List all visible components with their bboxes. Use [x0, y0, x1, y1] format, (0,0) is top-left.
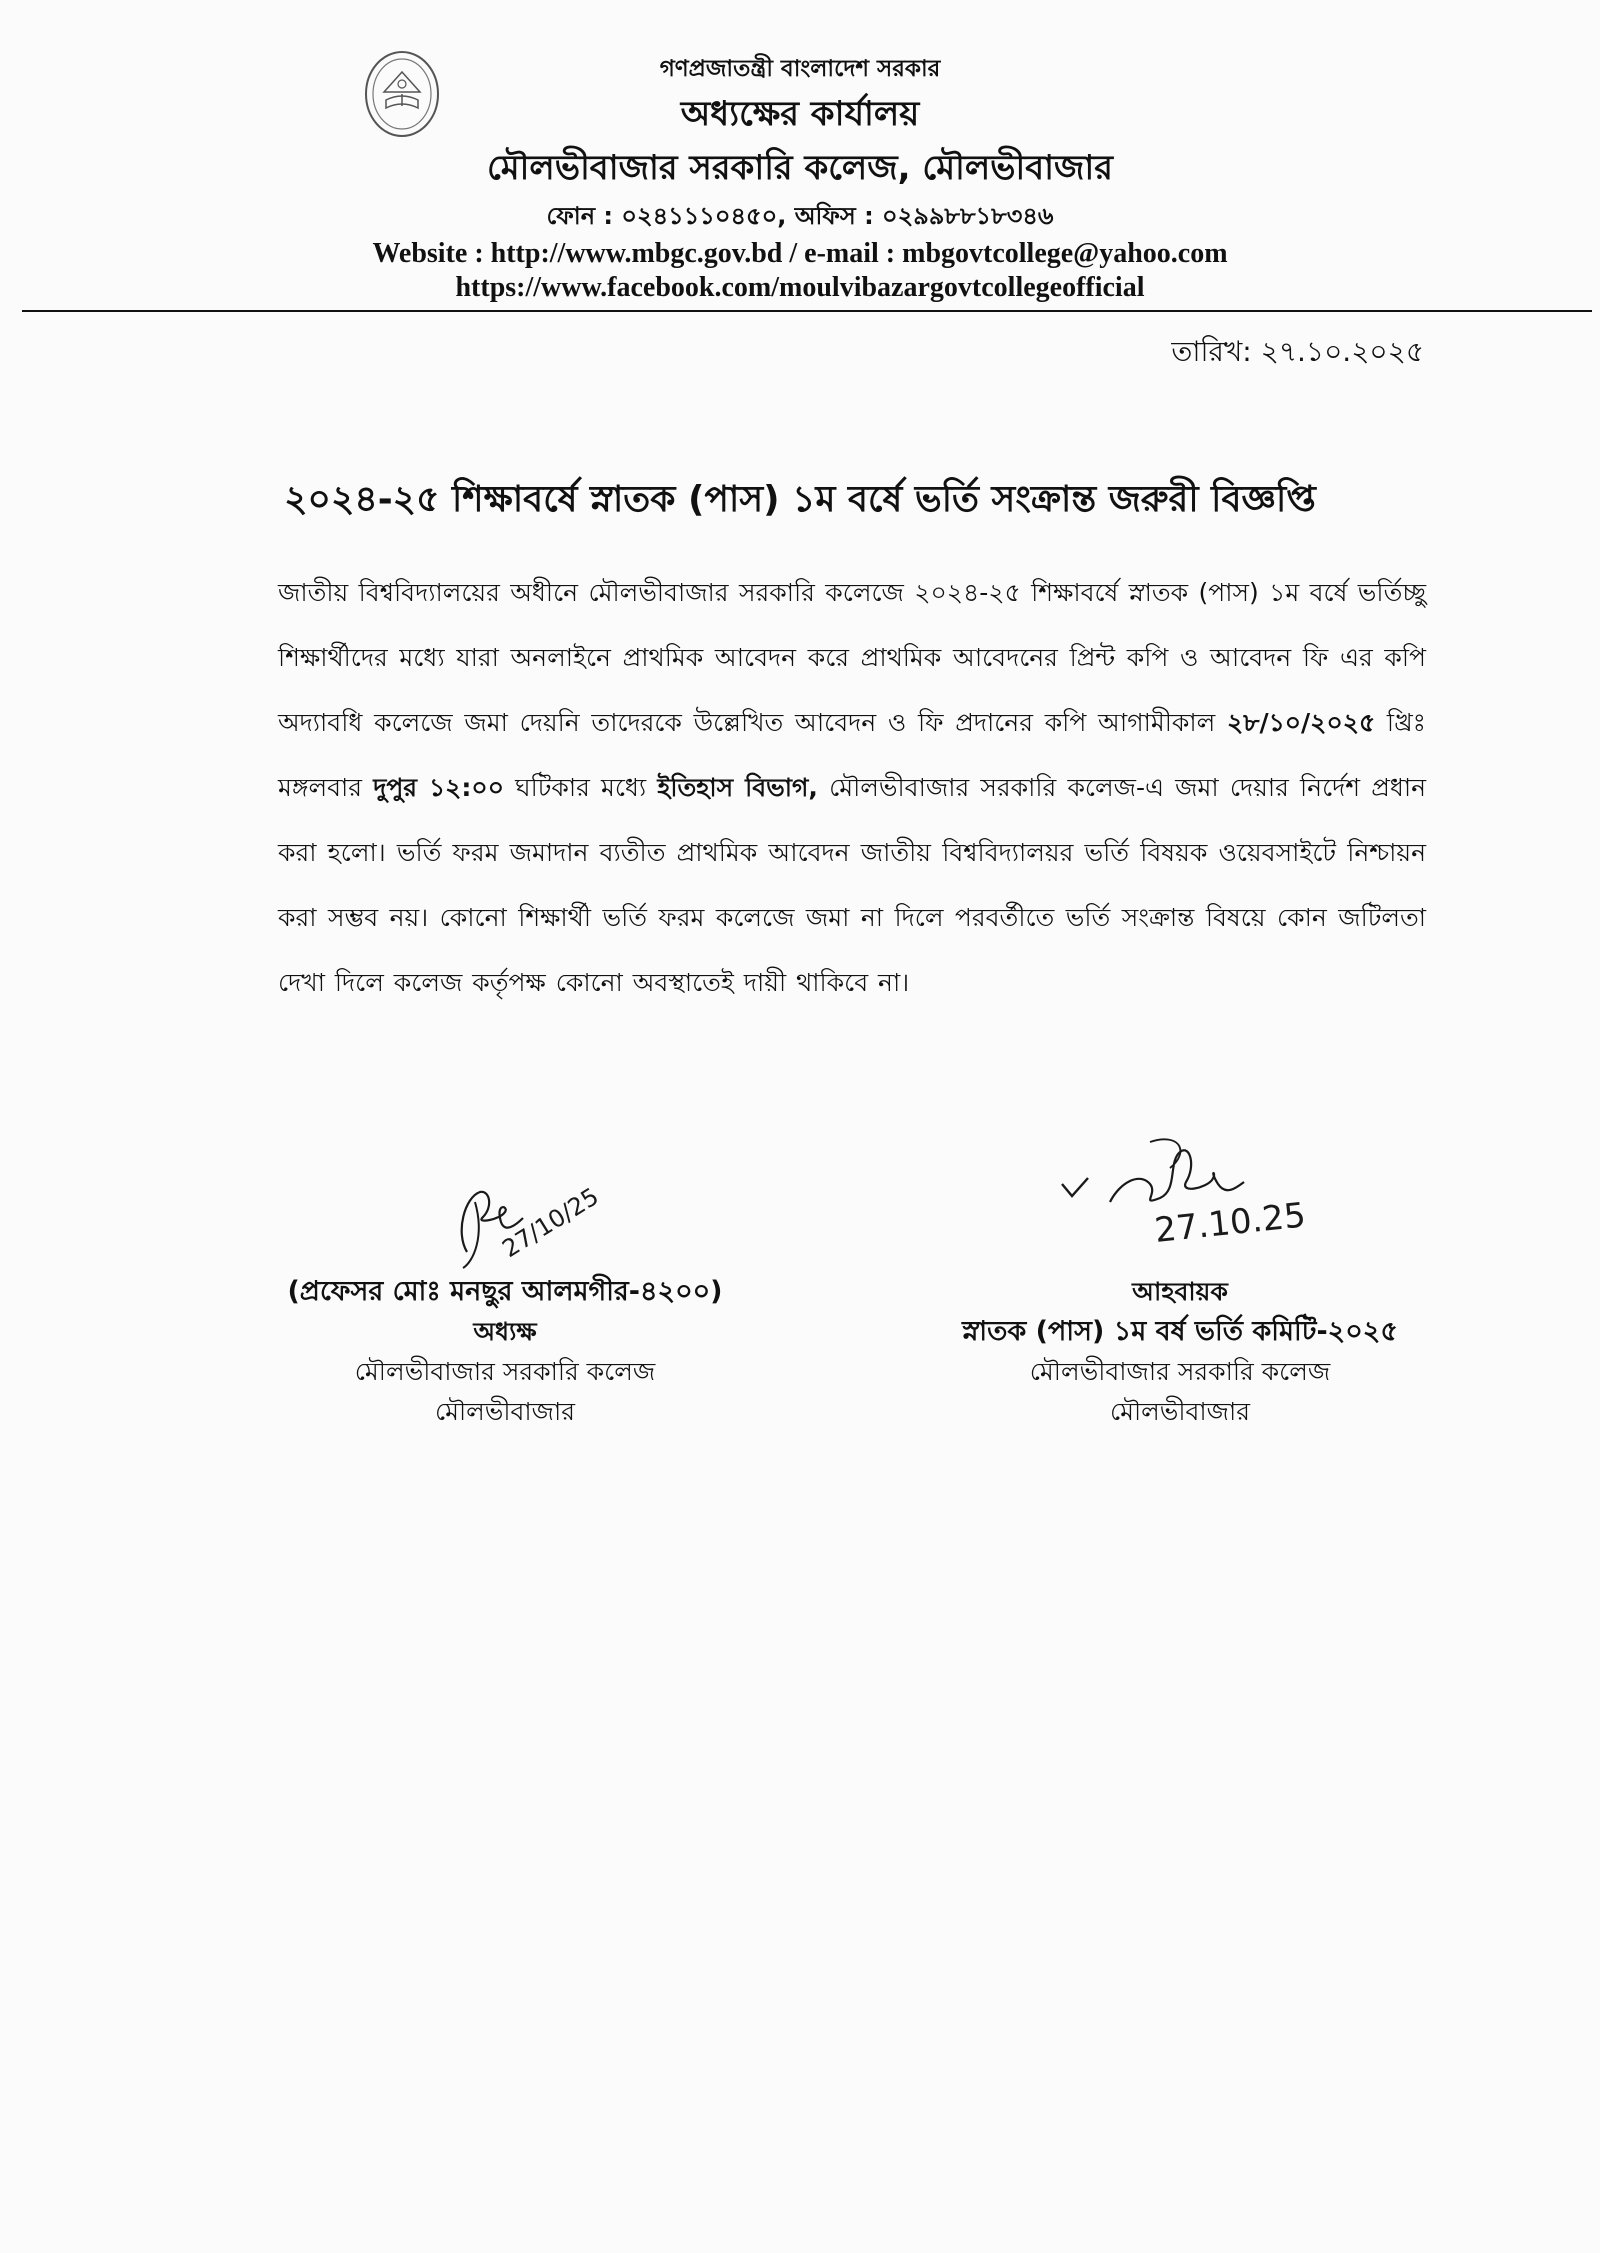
notice-body: [278, 560, 1426, 1015]
office-name: অধ্যক্ষের কার্যালয়: [680, 94, 920, 134]
convener-signature: [1040, 1122, 1320, 1272]
body-text-3: ঘটিকার মধ্যে: [515, 773, 647, 802]
body-text-2: খ্রিঃ মঙ্গলবার: [278, 708, 1426, 802]
notice-date: তারিখ: ২৭.১০.২০২৫: [1171, 335, 1424, 368]
body-bold-time: দুপুর ১২:০০: [373, 773, 504, 802]
convener-org: মৌলভীবাজার সরকারি কলেজ: [1029, 1357, 1331, 1386]
body-bold-department: ইতিহাস বিভাগ,: [657, 773, 818, 802]
notice-title: ২০২৪-২৫ শিক্ষাবর্ষে স্নাতক (পাস) ১ম বর্ষে ভর্তি সংক্রান্ত জরুরী বিজ্ঞপ্তি: [284, 479, 1316, 520]
body-text-4: মৌলভীবাজার সরকারি কলেজ-এ জমা দেয়ার নির্দেশ প্রধান করা হলো। ভর্তি ফরম জমাদান ব্যতীত প্রাথমিক আবেদন জাতীয় বিশ্ববিদ্যালয়র ভর্তি বিষয়ক ওয়েবসাইটে নিশ্চায়ন করা সম্ভব নয়। কোনো শিক্ষার্থী ভর্তি ফরম কলেজে জমা না দিলে পরবর্তীতে ভর্তি সংক্রান্ত বিষয়ে কোন জটিলতা দেখা দিলে কলেজ কর্তৃপক্ষ কোনো অবস্থাতেই দায়ী থাকিবে না।: [278, 773, 1427, 997]
committee-name: স্নাতক (পাস) ১ম বর্ষ ভর্তি কমিটি-২০২৫: [962, 1316, 1398, 1347]
principal-place: মৌলভীবাজার: [434, 1397, 576, 1426]
principal-signature: [405, 1162, 605, 1272]
principal-name: (প্রফেসর মোঃ মনছুর আলমগীর-৪২০০): [287, 1276, 723, 1307]
principal-signature-block: [270, 1162, 740, 1432]
body-text-1: জাতীয় বিশ্ববিদ্যালয়ের অধীনে মৌলভীবাজার সরকারি কলেজে ২০২৪-২৫ শিক্ষাবর্ষে স্নাতক (পাস) ১ম বর্ষে ভর্তিচ্ছু শিক্ষার্থীদের মধ্যে যারা অনলাইনে প্রাথমিক আবেদন করে প্রাথমিক আবেদনের প্রিন্ট কপি ও আবেদন ফি এর কপি অদ্যাবধি কলেজে জমা দেয়নি তাদেরকে উল্লেখিত আবেদন ও ফি প্রদানের কপি আগামীকাল: [278, 578, 1426, 737]
convener-place: মৌলভীবাজার: [1109, 1397, 1251, 1426]
convener-role: আহবায়ক: [1132, 1277, 1228, 1306]
facebook-link: https://www.facebook.com/moulvibazargovtcollegeofficial: [455, 272, 1145, 303]
principal-org: মৌলভীবাজার সরকারি কলেজ: [354, 1357, 656, 1386]
convener-signature-date: 27.10.25: [1152, 1195, 1308, 1251]
convener-signature-block: [930, 1122, 1430, 1432]
body-bold-date: ২৮/১০/২০২৫: [1226, 708, 1376, 737]
principal-signature-date: 27/10/25: [497, 1182, 604, 1264]
phone-line: ফোন : ০২৪১১১০৪৫০, অফিস : ০২৯৯৮৮১৮৩৪৬: [546, 202, 1054, 230]
website-email-line: Website : http://www.mbgc.gov.bd / e-mail : mbgovtcollege@yahoo.com: [372, 238, 1228, 269]
principal-role: অধ্যক্ষ: [473, 1317, 537, 1346]
header-divider: [22, 310, 1592, 312]
government-name: গণপ্রজাতন্ত্রী বাংলাদেশ সরকার: [659, 56, 941, 82]
college-name: মৌলভীবাজার সরকারি কলেজ, মৌলভীবাজার: [487, 148, 1113, 188]
